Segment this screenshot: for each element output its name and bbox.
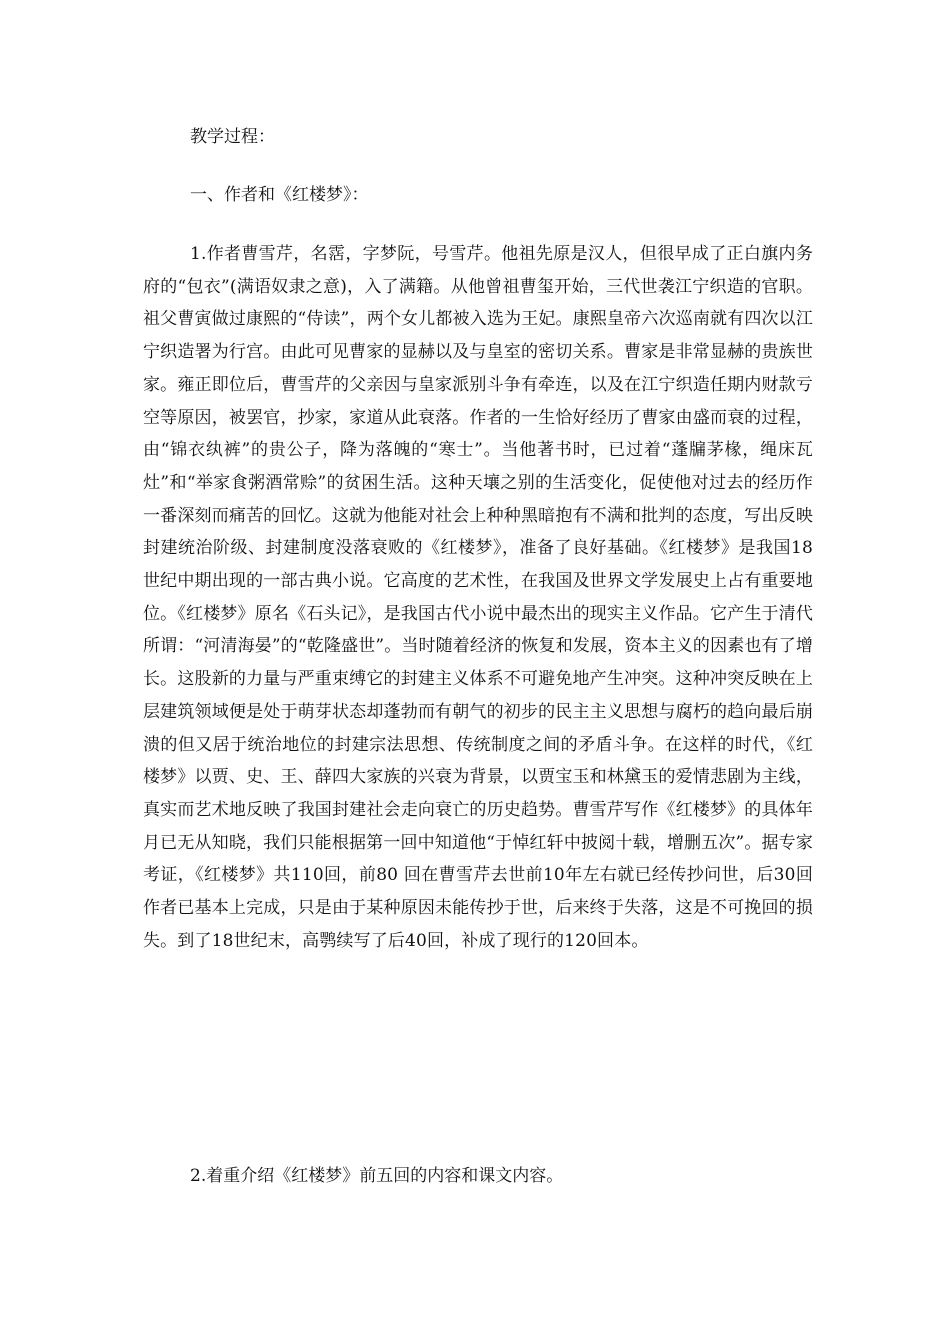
author-paragraph: 1.作者曹雪芹，名霑，字梦阮，号雪芹。他祖先原是汉人，但很早成了正白旗内务府的“包衣”(满语奴隶之意)，入了满籍。从他曾祖曹玺开始，三代世袭江宁织造的官职。祖父曹寅做过康熙的“侍读”，两个女儿都被入选为王妃。康熙皇帝六次巡南就有四次以江宁织造署为行宫。由此可见曹家的显赫以及与皇室的密切关系。曹家是非常显赫的贵族世家。雍正即位后，曹雪芹的父亲因与皇家派别斗争有牵连，以及在江宁织造任期内财款亏空等原因，被罢官，抄家，家道从此衰落。作者的一生恰好经历了曹家由盛而衰的过程，由“锦衣纨裤”的贵公子，降为落魄的“寒士”。当他著书时，已过着“蓬牖茅椽，绳床瓦灶”和“举家食粥酒常赊”的贫困生活。这种天壤之别的生活变化，促使他对过去的经历作一番深刻而痛苦的回忆。这就为他能对社会上种种黑暗抱有不满和批判的态度，写出反映封建统治阶级、封建制度没落衰败的《红楼梦》，准备了良好基础。《红楼梦》是我国18世纪中期出现的一部古典小说。它高度的艺术性，在我国及世界文学发展史上占有重要地位。《红楼梦》原名《石头记》，是我国古代小说中最杰出的现实主义作品。它产生于清代所谓：“河清海晏”的“乾隆盛世”。当时随着经济的恢复和发展，资本主义的因素也有了增长。这股新的力量与严重束缚它的封建主义体系不可避免地产生冲突。这种冲突反映在上层建筑领域便是处于萌芽状态却蓬勃而有朝气的初步的民主主义思想与腐朽的趋向最后崩溃的但又居于统治地位的封建宗法思想、传统制度之间的矛盾斗争。在这样的时代，《红楼梦》以贾、史、王、薛四大家族的兴衰为背景，以贾宝玉和林黛玉的爱情悲剧为主线，真实而艺术地反映了我国封建社会走向衰亡的历史趋势。曹雪芹写作《红楼梦》的具体年月已无从知晓，我们只能根据第一回中知道他“于悼红轩中披阅十载，增删五次”。据专家考证，《红楼梦》共110回，前80 回在曹雪芹去世前10年左右就已经传抄问世，后30回作者已基本上完成，只是由于某种原因未能传抄于世，后来终于失落，这是不可挽回的损失。到了18世纪末，高鹗续写了后40回，补成了现行的120回本。 (143, 244, 813, 951)
item-2-paragraph: 2.着重介绍《红楼梦》前五回的内容和课文内容。 (190, 1166, 564, 1186)
section-1-heading: 一、作者和《红楼梦》： (190, 185, 369, 205)
teaching-process-heading: 教学过程： (190, 127, 275, 147)
